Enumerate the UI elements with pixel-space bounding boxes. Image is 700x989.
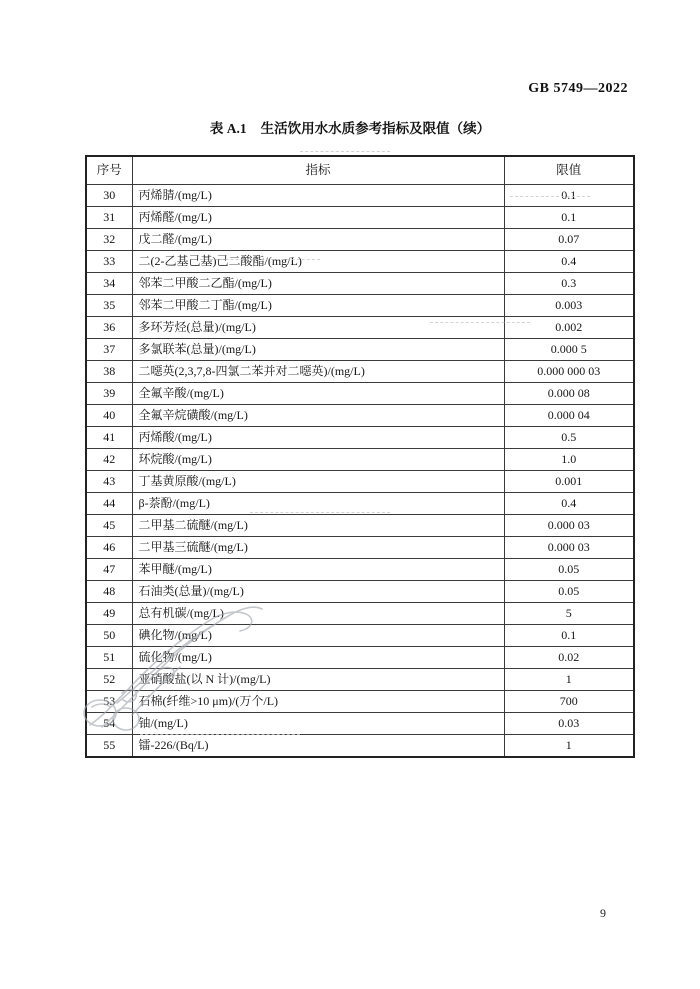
row-no: 43 — [86, 471, 132, 493]
scan-artifact — [250, 512, 390, 513]
row-indicator: 丁基黄原酸/(mg/L) — [132, 471, 504, 493]
col-header-limit: 限值 — [504, 156, 634, 185]
row-indicator: 全氟辛烷磺酸/(mg/L) — [132, 405, 504, 427]
row-no: 50 — [86, 625, 132, 647]
row-no: 33 — [86, 251, 132, 273]
row-indicator: 苯甲醚/(mg/L) — [132, 559, 504, 581]
row-indicator: 二噁英(2,3,7,8-四氯二苯并对二噁英)/(mg/L) — [132, 361, 504, 383]
row-no: 52 — [86, 669, 132, 691]
scan-artifact — [300, 151, 390, 152]
row-no: 49 — [86, 603, 132, 625]
row-limit: 0.003 — [504, 295, 634, 317]
row-limit: 5 — [504, 603, 634, 625]
table-row — [86, 559, 634, 581]
table-row — [86, 339, 634, 361]
row-no: 51 — [86, 647, 132, 669]
table-row — [86, 537, 634, 559]
row-limit: 0.05 — [504, 559, 634, 581]
table-row — [86, 581, 634, 603]
table-row — [86, 669, 634, 691]
row-limit: 1 — [504, 669, 634, 691]
table-title-prefix: 表 A.1 — [209, 121, 247, 136]
row-indicator: 石棉(纤维>10 μm)/(万个/L) — [132, 691, 504, 713]
row-no: 37 — [86, 339, 132, 361]
row-no: 38 — [86, 361, 132, 383]
table-header-row — [86, 156, 634, 185]
table-row — [86, 273, 634, 295]
row-indicator: 总有机碳/(mg/L) — [132, 603, 504, 625]
table-row — [86, 405, 634, 427]
row-limit: 0.3 — [504, 273, 634, 295]
row-limit: 0.001 — [504, 471, 634, 493]
row-indicator: β-萘酚/(mg/L) — [132, 493, 504, 515]
row-limit: 0.000 04 — [504, 405, 634, 427]
page-number: 9 — [600, 906, 606, 920]
table-row — [86, 383, 634, 405]
row-limit: 0.03 — [504, 713, 634, 735]
row-no: 47 — [86, 559, 132, 581]
table-row — [86, 207, 634, 229]
row-no: 30 — [86, 185, 132, 207]
row-limit: 0.000 5 — [504, 339, 634, 361]
row-limit: 0.4 — [504, 251, 634, 273]
table-title-main: 生活饮用水水质参考指标及限值（续） — [260, 121, 491, 136]
row-indicator: 铀/(mg/L) — [132, 713, 504, 735]
row-indicator: 全氟辛酸/(mg/L) — [132, 383, 504, 405]
row-no: 42 — [86, 449, 132, 471]
scan-artifact — [140, 734, 300, 735]
row-limit: 0.1 — [504, 625, 634, 647]
table-row — [86, 449, 634, 471]
row-limit: 0.000 03 — [504, 515, 634, 537]
table-row — [86, 317, 634, 339]
row-no: 46 — [86, 537, 132, 559]
row-no: 31 — [86, 207, 132, 229]
row-no: 44 — [86, 493, 132, 515]
table-row — [86, 361, 634, 383]
table-row — [86, 471, 634, 493]
row-indicator: 邻苯二甲酸二乙酯/(mg/L) — [132, 273, 504, 295]
table-row — [86, 295, 634, 317]
row-indicator: 镭-226/(Bq/L) — [132, 735, 504, 758]
scan-artifact — [200, 259, 320, 260]
row-indicator: 碘化物/(mg/L) — [132, 625, 504, 647]
table-row — [86, 735, 634, 758]
water-quality-table — [85, 155, 635, 758]
row-limit: 0.000 03 — [504, 537, 634, 559]
table-row — [86, 251, 634, 273]
row-indicator: 二甲基三硫醚/(mg/L) — [132, 537, 504, 559]
row-no: 39 — [86, 383, 132, 405]
row-no: 55 — [86, 735, 132, 758]
table-row — [86, 603, 634, 625]
row-indicator: 环烷酸/(mg/L) — [132, 449, 504, 471]
row-indicator: 戊二醛/(mg/L) — [132, 229, 504, 251]
row-limit: 0.4 — [504, 493, 634, 515]
row-limit: 1.0 — [504, 449, 634, 471]
table-row — [86, 625, 634, 647]
row-no: 41 — [86, 427, 132, 449]
row-no: 53 — [86, 691, 132, 713]
row-no: 35 — [86, 295, 132, 317]
row-indicator: 硫化物/(mg/L) — [132, 647, 504, 669]
row-limit: 0.05 — [504, 581, 634, 603]
row-indicator: 多氯联苯(总量)/(mg/L) — [132, 339, 504, 361]
row-indicator: 二甲基二硫醚/(mg/L) — [132, 515, 504, 537]
table-title — [0, 117, 700, 137]
table-row — [86, 427, 634, 449]
table-row — [86, 691, 634, 713]
row-limit: 700 — [504, 691, 634, 713]
row-limit: 0.000 08 — [504, 383, 634, 405]
row-no: 34 — [86, 273, 132, 295]
table-row — [86, 229, 634, 251]
row-indicator: 亚硝酸盐(以 N 计)/(mg/L) — [132, 669, 504, 691]
row-limit: 0.02 — [504, 647, 634, 669]
row-indicator: 石油类(总量)/(mg/L) — [132, 581, 504, 603]
row-no: 32 — [86, 229, 132, 251]
row-indicator: 二(2-乙基己基)己二酸酯/(mg/L) — [132, 251, 504, 273]
scan-artifact — [510, 196, 590, 197]
row-indicator: 丙烯醛/(mg/L) — [132, 207, 504, 229]
row-limit: 0.000 000 03 — [504, 361, 634, 383]
row-indicator: 丙烯酸/(mg/L) — [132, 427, 504, 449]
row-limit: 0.5 — [504, 427, 634, 449]
col-header-indicator: 指标 — [132, 156, 504, 185]
row-limit: 0.07 — [504, 229, 634, 251]
table-row — [86, 515, 634, 537]
row-indicator: 丙烯腈/(mg/L) — [132, 185, 504, 207]
row-no: 54 — [86, 713, 132, 735]
document-code: GB 5749—2022 — [528, 81, 628, 96]
row-limit: 0.1 — [504, 207, 634, 229]
table-row — [86, 647, 634, 669]
table-row — [86, 713, 634, 735]
row-limit: 1 — [504, 735, 634, 758]
row-indicator: 邻苯二甲酸二丁酯/(mg/L) — [132, 295, 504, 317]
row-no: 40 — [86, 405, 132, 427]
row-no: 45 — [86, 515, 132, 537]
row-no: 36 — [86, 317, 132, 339]
col-header-no: 序号 — [86, 156, 132, 185]
row-no: 48 — [86, 581, 132, 603]
row-indicator: 多环芳烃(总量)/(mg/L) — [132, 317, 504, 339]
row-limit: 0.002 — [504, 317, 634, 339]
row-limit: 0.1 — [504, 185, 634, 207]
scan-artifact — [430, 322, 530, 323]
